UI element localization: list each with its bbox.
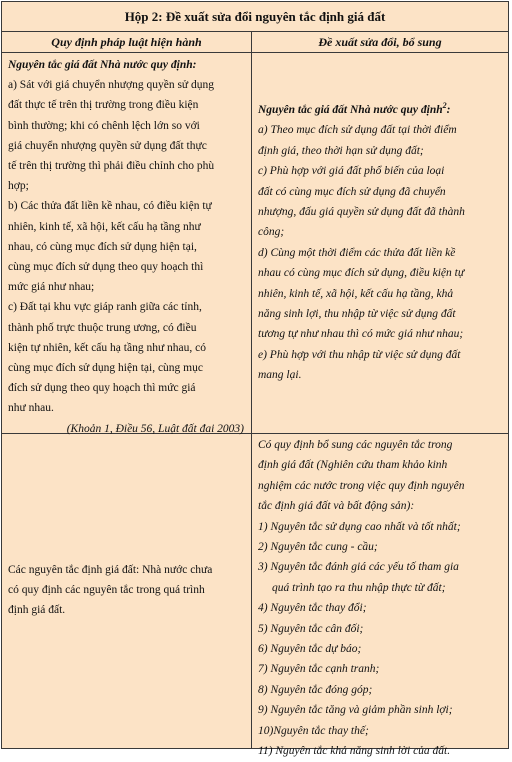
- text-line: nhiên, kinh tế, xã hội, kết cấu hạ tầng, khả: [258, 287, 454, 300]
- text-line: công;: [258, 226, 285, 239]
- text-line: nhượng, đấu giá quyền sử dụng đất đã thành: [258, 206, 465, 219]
- row2-right-text: [258, 435, 504, 762]
- row1-left-text: [8, 75, 248, 418]
- row2-proposal-cell: [258, 435, 504, 762]
- principle-line: 10)Nguyên tắc thay thế;: [258, 724, 369, 737]
- principle-line: định giá đất (Nghiên cứu tham khảo kinh: [258, 459, 448, 472]
- text-line: năng sinh lợi, thu nhập từ việc sử dụng đất: [258, 308, 456, 321]
- principle-line: 9) Nguyên tắc tăng và giảm phần sinh lợi;: [258, 704, 453, 717]
- column-header-proposal: Đề xuất sửa đổi, bổ sung: [318, 35, 442, 49]
- row2-left-text: [8, 560, 248, 621]
- header-divider: [2, 52, 508, 53]
- principle-line: 5) Nguyên tắc cân đối;: [258, 622, 364, 635]
- principle-line: nghiệm các nước trong việc quy định nguyên: [258, 479, 465, 492]
- text-line: b) Các thửa đất liền kề nhau, có điều kiện tự: [8, 200, 212, 213]
- text-line: d) Cùng một thời điểm các thửa đất liền kề: [258, 246, 456, 259]
- text-line: c) Đất tại khu vực giáp ranh giữa các tỉnh,: [8, 301, 202, 314]
- text-line: cùng mục đích sử dụng hiện tại, cùng mục: [8, 362, 203, 375]
- principle-line: tắc định giá đất và bất động sản):: [258, 500, 415, 513]
- principle-line: 4) Nguyên tắc thay đổi;: [258, 602, 367, 615]
- text-line: đất thực tế trên thị trường trong điều kiện: [8, 99, 199, 112]
- text-line: đích sử dụng theo quy hoạch thì mức giá: [8, 382, 196, 395]
- row1-current-law-cell: [8, 55, 248, 439]
- principle-line: quá trình tạo ra thu nhập thực từ đất;: [272, 581, 446, 594]
- text-line: cùng mục đích sử dụng theo quy hoạch thì: [8, 261, 204, 274]
- text-line: a) Theo mục đích sử dụng đất tại thời điểm: [258, 124, 457, 137]
- text-line: định giá, theo thời hạn sử dụng đất;: [258, 144, 424, 157]
- principle-line: 3) Nguyên tắc đánh giá các yếu tố tham gia: [258, 561, 459, 574]
- text-line: giá chuyển nhượng quyền sử dụng đất thực: [8, 139, 207, 152]
- text-line: Các nguyên tắc định giá đất: Nhà nước chưa: [8, 564, 213, 576]
- principle-line: 8) Nguyên tắc đóng góp;: [258, 683, 373, 696]
- text-line: kiện tự nhiên, kết cấu hạ tầng như nhau, có: [8, 341, 207, 354]
- text-line: bình thường; khi có chênh lệch lớn so với: [8, 119, 200, 132]
- principle-line: 11) Nguyên tắc khả năng sinh lời của đất.: [258, 745, 451, 758]
- legal-source-citation: (Khoản 1, Điều 56, Luật đất đai 2003): [66, 422, 244, 435]
- text-line: như nhau.: [8, 402, 54, 415]
- text-line: đất có cùng mục đích sử dụng đã chuyển: [258, 185, 446, 198]
- text-line: tế trên thị trường thì phải điều chỉnh cho phù: [8, 160, 215, 173]
- principle-line: 2) Nguyên tắc cung - cầu;: [258, 541, 378, 554]
- text-line: nhau có cùng mục đích sử dụng, điều kiện tự: [258, 267, 465, 280]
- text-line: a) Sát với giá chuyển nhượng quyền sử dụng: [8, 79, 215, 92]
- text-line: tương tự như nhau thì có mức giá như nhau;: [258, 328, 464, 341]
- text-line: e) Phù hợp với thu nhập từ việc sử dụng đất: [258, 348, 461, 361]
- text-line: mức giá như nhau;: [8, 281, 95, 294]
- row1-right-text: [258, 120, 504, 385]
- text-line: hợp;: [8, 180, 29, 193]
- text-line: mang lại.: [258, 369, 302, 382]
- principle-line: 1) Nguyên tắc sử dụng cao nhất và tốt nhất;: [258, 520, 461, 533]
- principle-line: 6) Nguyên tắc dự báo;: [258, 643, 362, 656]
- text-line: c) Phù hợp với giá đất phổ biến của loại: [258, 165, 445, 178]
- text-line: nhau, có cùng mục đích sử dụng hiện tại,: [8, 240, 197, 253]
- principle-line: 7) Nguyên tắc cạnh tranh;: [258, 663, 380, 676]
- row2-current-law-cell: [8, 560, 248, 621]
- text-line: định giá đất.: [8, 604, 66, 617]
- row1-left-heading: Nguyên tắc giá đất Nhà nước quy định:: [8, 59, 197, 71]
- column-header-current-law: Quy định pháp luật hiện hành: [51, 35, 202, 49]
- row1-proposal-cell: [258, 100, 504, 386]
- proposal-box: [1, 1, 509, 758]
- text-line: nhiên, kinh tế, xã hội, kết cấu hạ tầng như: [8, 220, 201, 233]
- principle-line: Có quy định bổ sung các nguyên tắc trong: [258, 439, 453, 451]
- column-divider: [251, 32, 252, 749]
- text-line: có quy định các nguyên tắc trong quá trình: [8, 584, 205, 597]
- box-title: Hộp 2: Đề xuất sửa đổi nguyên tắc định giá đất: [2, 2, 508, 32]
- row1-right-heading: Nguyên tắc giá đất Nhà nước quy định$^2$:: [258, 101, 451, 116]
- text-line: thành phố trực thuộc trung ương, có điều: [8, 321, 197, 334]
